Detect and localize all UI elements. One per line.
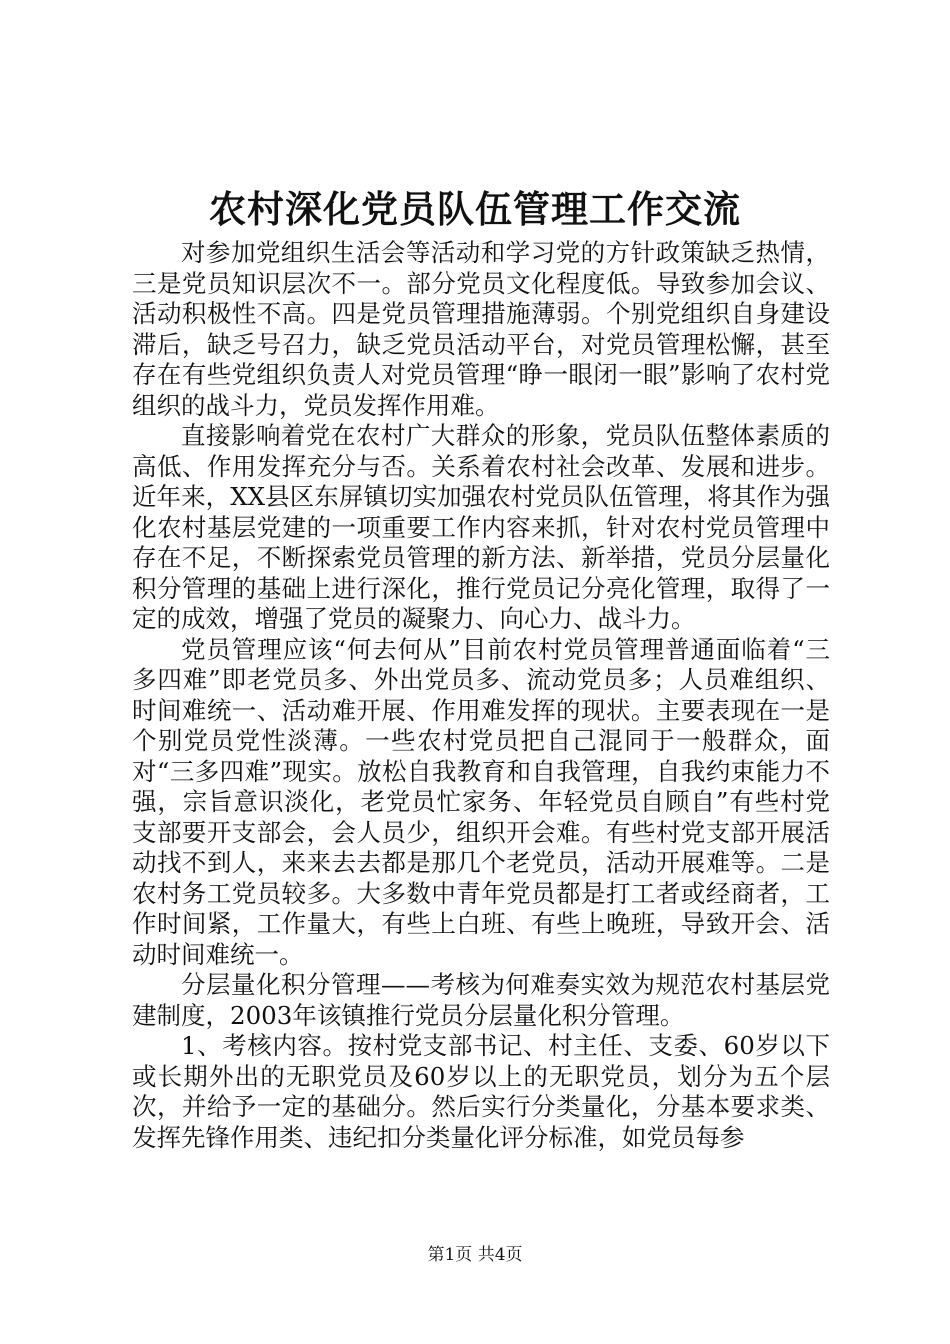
document-body — [132, 238, 830, 1153]
page-number-footer: 第1页 共4页 — [427, 1245, 523, 1265]
document-title: 农村深化党员队伍管理工作交流 — [209, 187, 741, 231]
paragraph: 直接影响着党在农村广大群众的形象，党员队伍整体素质的高低、作用发挥充分与否。关系着农村社会改革、发展和进步。近年来，XX县区东屏镇切实加强农村党员队伍管理，将其作为强化农村基层党建的一项重要工作内容来抓，针对农村党员管理中存在不足，不断探索党员管理的新方法、新举措，党员分层量化积分管理的基础上进行深化，推行党员记分亮化管理，取得了一定的成效，增强了党员的凝聚力、向心力、战斗力。 — [132, 421, 830, 633]
paragraph: 1、考核内容。按村党支部书记、村主任、支委、60岁以下或长期外出的无职党员及60岁以上的无职党员，划分为五个层次，并给予一定的基础分。然后实行分类量化，分基本要求类、发挥先锋作用类、违纪扣分类量化评分标准，如党员每参 — [132, 1031, 830, 1152]
paragraph: 对参加党组织生活会等活动和学习党的方针政策缺乏热情，三是党员知识层次不一。部分党员文化程度低。导致参加会议、活动积极性不高。四是党员管理措施薄弱。个别党组织自身建设滞后，缺乏号召力，缺乏党员活动平台，对党员管理松懈，甚至存在有些党组织负责人对党员管理“睁一眼闭一眼”影响了农村党组织的战斗力，党员发挥作用难。 — [132, 238, 830, 420]
paragraph: 分层量化积分管理——考核为何难奏实效为规范农村基层党建制度，2003年该镇推行党员分层量化积分管理。 — [132, 970, 830, 1030]
paragraph: 党员管理应该“何去何从”目前农村党员管理普通面临着“三多四难”即老党员多、外出党员多、流动党员多；人员难组织、时间难统一、活动难开展、作用难发挥的现状。主要表现在一是个别党员党性淡薄。一些农村党员把自己混同于一般群众，面对“三多四难”现实。放松自我教育和自我管理，自我约束能力不强，宗旨意识淡化，老党员忙家务、年轻党员自顾自”有些村党支部要开支部会，会人员少，组织开会难。有些村党支部开展活动找不到人，来来去去都是那几个老党员，活动开展难等。二是农村务工党员较多。大多数中青年党员都是打工者或经商者，工作时间紧，工作量大，有些上白班、有些上晚班，导致开会、活动时间难统一。 — [132, 634, 830, 969]
